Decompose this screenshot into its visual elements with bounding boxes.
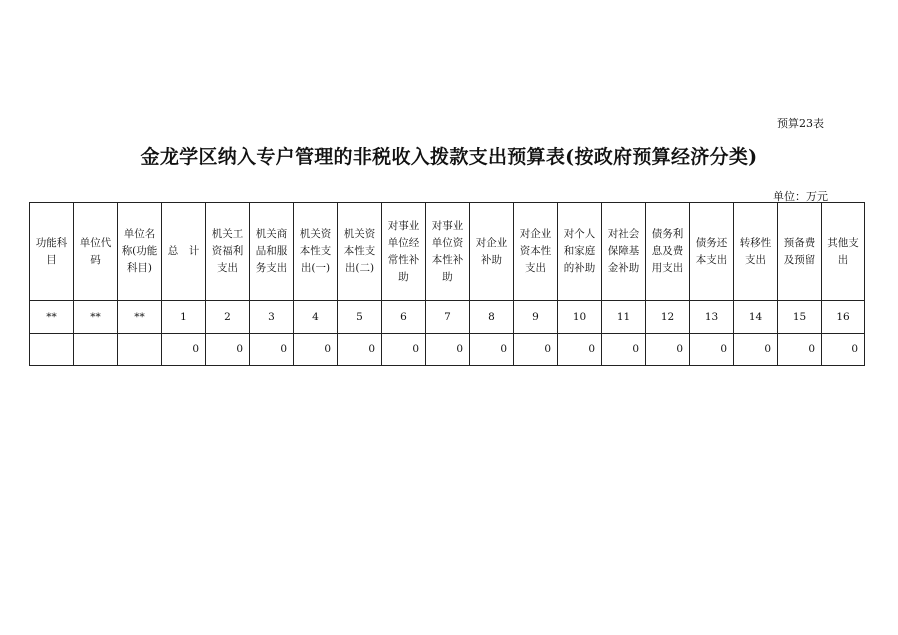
- column-header: 机关资本性支出(一): [294, 203, 338, 301]
- table-cell: 0: [382, 334, 426, 366]
- index-cell: 1: [162, 301, 206, 334]
- column-header: 预备费及预留: [778, 203, 822, 301]
- index-cell: 12: [646, 301, 690, 334]
- table-cell: 0: [778, 334, 822, 366]
- column-header: 机关商品和服务支出: [250, 203, 294, 301]
- index-cell: 10: [558, 301, 602, 334]
- index-cell: 14: [734, 301, 778, 334]
- index-cell: 13: [690, 301, 734, 334]
- column-header: 债务还本支出: [690, 203, 734, 301]
- index-cell: 11: [602, 301, 646, 334]
- column-header: 债务利息及费用支出: [646, 203, 690, 301]
- index-cell: 2: [206, 301, 250, 334]
- column-header: 对企业资本性支出: [514, 203, 558, 301]
- column-header: 机关工资福利支出: [206, 203, 250, 301]
- table-cell: 0: [426, 334, 470, 366]
- table-cell: [30, 334, 74, 366]
- table-cell: 0: [250, 334, 294, 366]
- table-cell: 0: [734, 334, 778, 366]
- column-header: 对个人和家庭的补助: [558, 203, 602, 301]
- budget-table: [29, 202, 865, 366]
- table-cell: 0: [822, 334, 865, 366]
- table-cell: 0: [514, 334, 558, 366]
- table-cell: [74, 334, 118, 366]
- table-cell: [118, 334, 162, 366]
- index-cell: 6: [382, 301, 426, 334]
- column-header: 单位代码: [74, 203, 118, 301]
- index-cell: 15: [778, 301, 822, 334]
- column-header: 对社会保障基金补助: [602, 203, 646, 301]
- table-cell: 0: [338, 334, 382, 366]
- column-header: 对事业单位经常性补助: [382, 203, 426, 301]
- index-cell: **: [30, 301, 74, 334]
- table-cell: 0: [162, 334, 206, 366]
- index-cell: 7: [426, 301, 470, 334]
- column-header: 对事业单位资本性补助: [426, 203, 470, 301]
- index-cell: **: [118, 301, 162, 334]
- table-cell: 0: [646, 334, 690, 366]
- table-header-row: [30, 203, 865, 301]
- table-cell: 0: [470, 334, 514, 366]
- index-cell: 9: [514, 301, 558, 334]
- column-header: 机关资本性支出(二): [338, 203, 382, 301]
- index-cell: 8: [470, 301, 514, 334]
- table-cell: 0: [602, 334, 646, 366]
- column-header: 功能科目: [30, 203, 74, 301]
- index-cell: 4: [294, 301, 338, 334]
- table-cell: 0: [294, 334, 338, 366]
- index-cell: 16: [822, 301, 865, 334]
- index-cell: 5: [338, 301, 382, 334]
- unit-label: 单位：万元: [773, 190, 828, 203]
- column-header: 对企业补助: [470, 203, 514, 301]
- table-cell: 0: [690, 334, 734, 366]
- table-row: [30, 334, 865, 366]
- column-header: 单位名称(功能科目): [118, 203, 162, 301]
- column-index-row: [30, 301, 865, 334]
- page-title: 金龙学区纳入专户管理的非税收入拨款支出预算表(按政府预算经济分类): [140, 146, 758, 168]
- table-number: 预算23表: [777, 117, 824, 130]
- column-header: 其他支出: [822, 203, 865, 301]
- table-cell: 0: [206, 334, 250, 366]
- index-cell: 3: [250, 301, 294, 334]
- index-cell: **: [74, 301, 118, 334]
- table-cell: 0: [558, 334, 602, 366]
- column-header: 总 计: [162, 203, 206, 301]
- column-header: 转移性支出: [734, 203, 778, 301]
